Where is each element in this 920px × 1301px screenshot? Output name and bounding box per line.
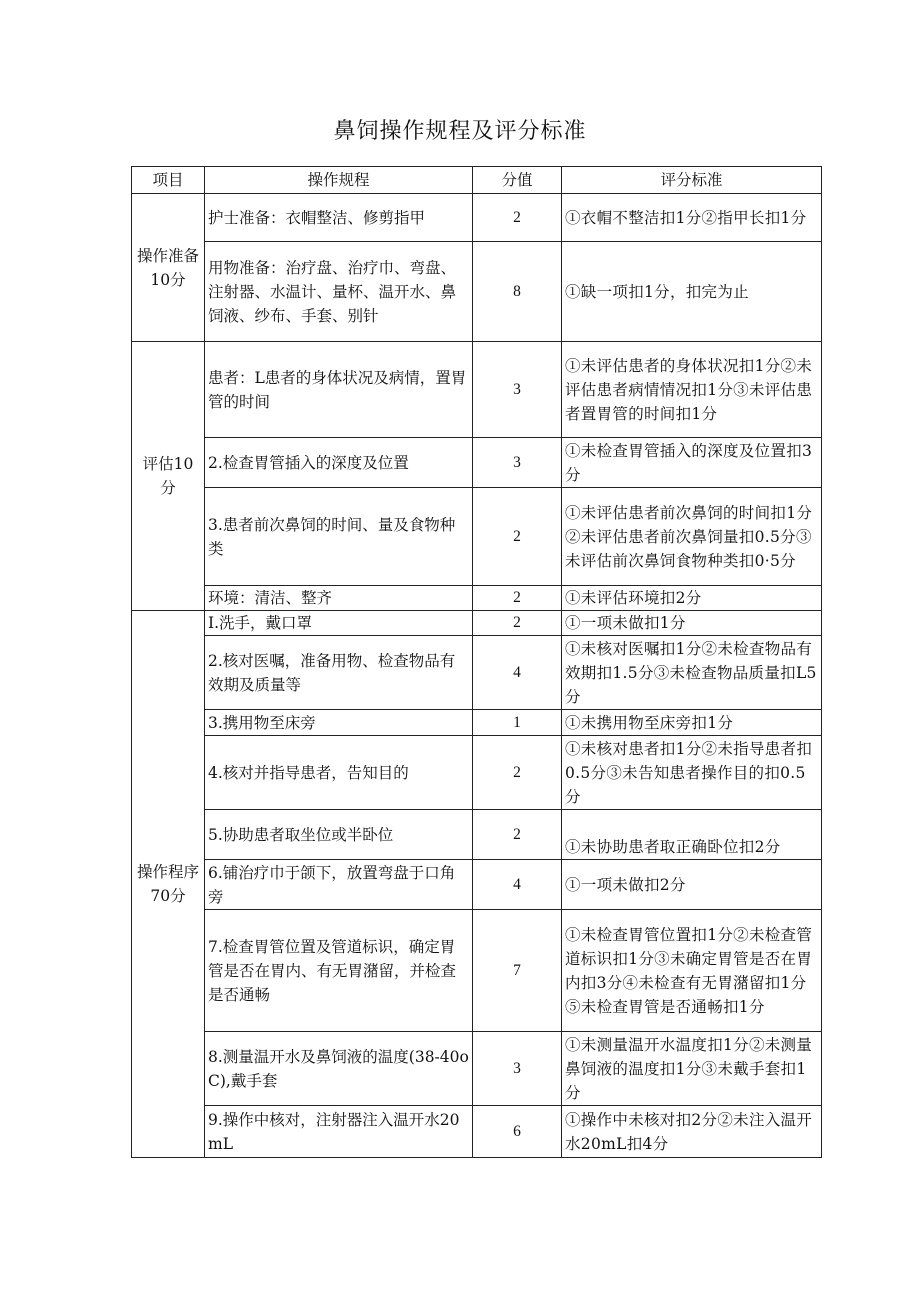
page-title: 鼻饲操作规程及评分标准: [333, 119, 587, 144]
criteria-cell: ①未核对患者扣1分②未指导患者扣0.5分③未告知患者操作目的扣0.5分: [562, 736, 822, 810]
criteria-cell: ①未检查胃管位置扣1分②未检查管道标识扣1分③未确定胃管是否在胃内扣3分④未检查有无胃潴留扣1分⑤未检查胃管是否通畅扣1分: [562, 910, 822, 1032]
criteria-cell: ①未协助患者取正确卧位扣2分: [562, 810, 822, 860]
section-label: 评估10分: [132, 342, 205, 611]
criteria-cell: ①未评估患者前次鼻饲的时间扣1分②未评估患者前次鼻饲量扣0.5分③未评估前次鼻饲食物种类扣0·5分: [562, 488, 822, 586]
procedure-cell: 2.检查胃管插入的深度及位置: [205, 438, 473, 488]
table-row: [132, 910, 822, 1032]
score-cell: 3: [473, 438, 562, 488]
table-row: [132, 611, 822, 636]
scoring-table: [131, 166, 822, 1158]
table-row: [132, 736, 822, 810]
procedure-cell: 5.协助患者取坐位或半卧位: [205, 810, 473, 860]
table-row: [132, 342, 822, 438]
criteria-cell: ①未核对医嘱扣1分②未检查物品有效期扣1.5分③未检查物品质量扣L5分: [562, 636, 822, 710]
score-cell: 2: [473, 194, 562, 242]
criteria-cell: ①操作中未核对扣2分②未注入温开水20mL扣4分: [562, 1106, 822, 1158]
header-procedure: 操作规程: [205, 167, 473, 194]
score-cell: 2: [473, 736, 562, 810]
score-cell: 4: [473, 860, 562, 910]
table-row: [132, 1032, 822, 1106]
table-row: [132, 242, 822, 342]
header-criteria: 评分标准: [562, 167, 822, 194]
procedure-cell: 8.测量温开水及鼻饲液的温度(38-40oC),戴手套: [205, 1032, 473, 1106]
procedure-cell: 患者：L患者的身体状况及病情，置胃管的时间: [205, 342, 473, 438]
header-score: 分值: [473, 167, 562, 194]
score-cell: 2: [473, 586, 562, 611]
table-row: [132, 438, 822, 488]
section-label: 操作程序70分: [132, 611, 205, 1158]
criteria-cell: ①未测量温开水温度扣1分②未测量鼻饲液的温度扣1分③未戴手套扣1分: [562, 1032, 822, 1106]
table-row: [132, 810, 822, 860]
procedure-cell: 9.操作中核对，注射器注入温开水20mL: [205, 1106, 473, 1158]
score-cell: 3: [473, 342, 562, 438]
criteria-cell: ①一项未做扣1分: [562, 611, 822, 636]
procedure-cell: I.洗手，戴口罩: [205, 611, 473, 636]
score-cell: 2: [473, 488, 562, 586]
criteria-cell: ①衣帽不整洁扣1分②指甲长扣1分: [562, 194, 822, 242]
table-row: [132, 636, 822, 710]
table-row: [132, 586, 822, 611]
criteria-cell: ①一项未做扣2分: [562, 860, 822, 910]
procedure-cell: 3.患者前次鼻饲的时间、量及食物种类: [205, 488, 473, 586]
score-cell: 4: [473, 636, 562, 710]
header-item: 项目: [132, 167, 205, 194]
procedure-cell: 4.核对并指导患者，告知目的: [205, 736, 473, 810]
table-row: [132, 1106, 822, 1158]
score-cell: 1: [473, 710, 562, 736]
procedure-cell: 3.携用物至床旁: [205, 710, 473, 736]
procedure-cell: 环境：清洁、整齐: [205, 586, 473, 611]
criteria-cell: ①未携用物至床旁扣1分: [562, 710, 822, 736]
procedure-cell: 7.检查胃管位置及管道标识，确定胃管是否在胃内、有无胃潴留，并检查是否通畅: [205, 910, 473, 1032]
procedure-cell: 6.铺治疗巾于颌下，放置弯盘于口角旁: [205, 860, 473, 910]
table-row: [132, 710, 822, 736]
criteria-cell: ①未评估环境扣2分: [562, 586, 822, 611]
table-row: [132, 860, 822, 910]
score-cell: 8: [473, 242, 562, 342]
header-row: [132, 167, 822, 194]
criteria-cell: ①未检查胃管插入的深度及位置扣3分: [562, 438, 822, 488]
procedure-cell: 用物准备：治疗盘、治疗巾、弯盘、注射器、水温计、量杯、温开水、鼻饲液、纱布、手套、别针: [205, 242, 473, 342]
criteria-cell: ①未评估患者的身体状况扣1分②未评估患者病情情况扣1分③未评估患者置胃管的时间扣1分: [562, 342, 822, 438]
criteria-cell: ①缺一项扣1分，扣完为止: [562, 242, 822, 342]
section-label: 操作准备10分: [132, 194, 205, 342]
table-row: [132, 488, 822, 586]
score-cell: 7: [473, 910, 562, 1032]
score-cell: 6: [473, 1106, 562, 1158]
procedure-cell: 2.核对医嘱，准备用物、检查物品有效期及质量等: [205, 636, 473, 710]
score-cell: 2: [473, 810, 562, 860]
score-cell: 3: [473, 1032, 562, 1106]
table-row: [132, 194, 822, 242]
procedure-cell: 护士准备：衣帽整洁、修剪指甲: [205, 194, 473, 242]
score-cell: 2: [473, 611, 562, 636]
